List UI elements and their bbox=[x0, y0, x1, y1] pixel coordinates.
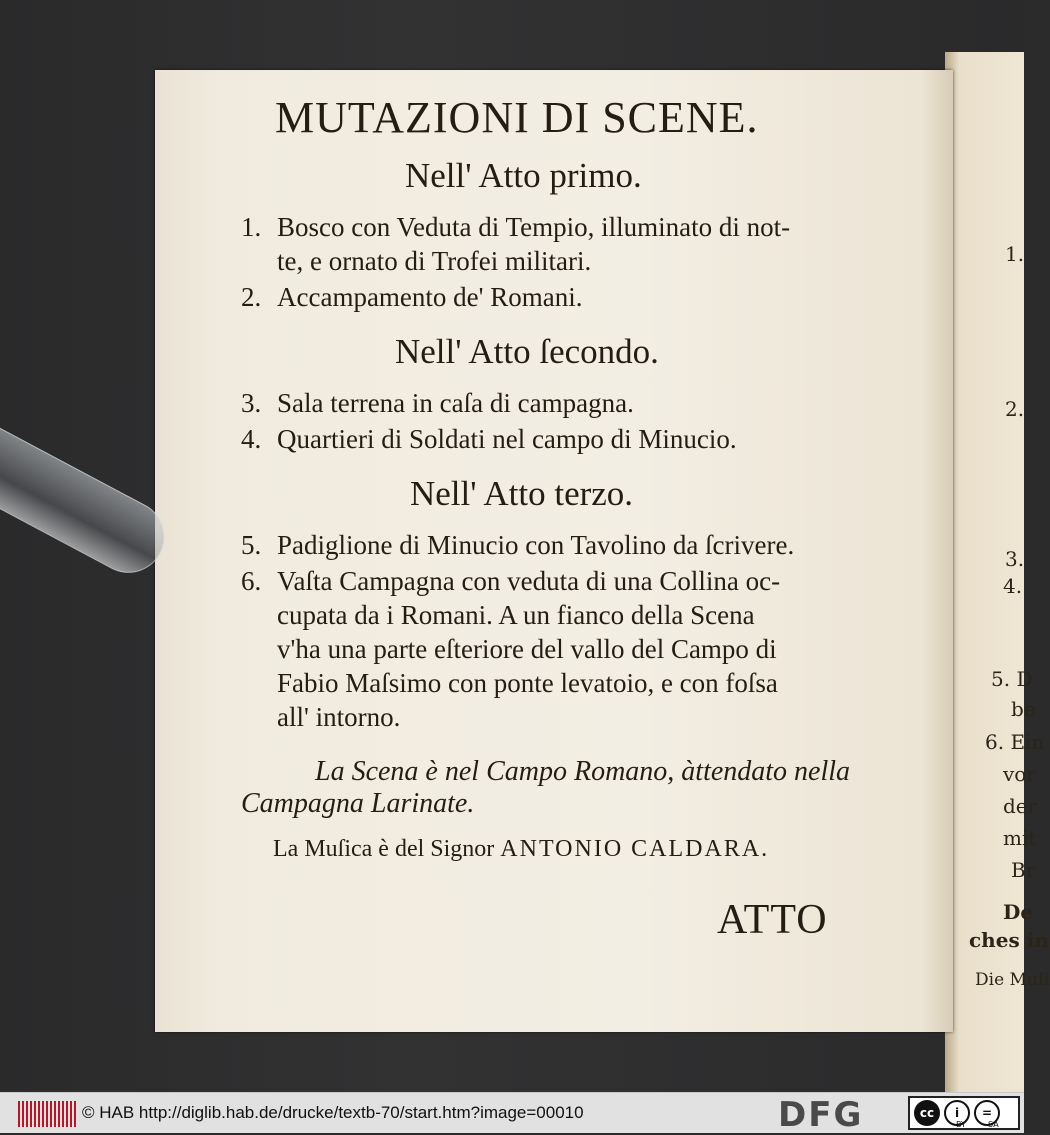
footer-bar bbox=[0, 1092, 1024, 1133]
facing-page-text: 6. Ein bbox=[985, 730, 1045, 754]
cc-license-badge[interactable] bbox=[908, 1096, 1020, 1130]
facing-page-text: De bbox=[1003, 900, 1034, 924]
scene-line: Accampamento de' Romani. bbox=[277, 282, 583, 312]
dfg-logo: DFG bbox=[778, 1095, 864, 1135]
act-heading: Nell' Atto ſecondo. bbox=[395, 332, 659, 371]
composer-name: ANTONIO CALDARA. bbox=[500, 836, 770, 862]
page-title: MUTAZIONI DI SCENE. bbox=[275, 93, 759, 142]
act-heading: Nell' Atto primo. bbox=[405, 156, 642, 195]
scene-number: 5. bbox=[241, 530, 262, 560]
by-icon: i bbox=[944, 1100, 970, 1126]
facing-page-text: be bbox=[1011, 697, 1036, 721]
facing-page-text: 1. bbox=[1005, 242, 1025, 266]
scene-number: 1. bbox=[241, 212, 262, 242]
facing-page-text: 2. bbox=[1005, 397, 1025, 421]
act-heading: Nell' Atto terzo. bbox=[410, 474, 634, 513]
source-link[interactable]: © HAB http://diglib.hab.de/drucke/textb-70/start.htm?image=00010 bbox=[82, 1103, 584, 1122]
cc-icon: cc bbox=[914, 1100, 940, 1126]
facing-page bbox=[945, 52, 1050, 1092]
scene-line: Sala terrena in caſa di campagna. bbox=[277, 388, 634, 418]
scene-line: Quartieri di Soldati nel campo di Minucio. bbox=[277, 424, 737, 454]
facing-page-text: Br bbox=[1011, 858, 1036, 882]
sa-label: SA bbox=[988, 1120, 999, 1129]
setting-line: Campagna Larinate. bbox=[241, 788, 475, 819]
scene-number: 3. bbox=[241, 388, 262, 418]
facing-page-text: 5. D bbox=[991, 667, 1033, 691]
scene-number: 2. bbox=[241, 282, 262, 312]
scene-line: all' intorno. bbox=[277, 702, 401, 732]
facing-page-text: der bbox=[1003, 794, 1038, 818]
scene-line: Bosco con Veduta di Tempio, illuminato di not- bbox=[277, 212, 791, 242]
facing-page-text: mit bbox=[1003, 826, 1037, 850]
facing-page-text: Die Muſi bbox=[975, 970, 1050, 990]
music-credit-prefix: La Muſica è del Signor bbox=[273, 836, 495, 862]
facing-page-text: 4. bbox=[1003, 574, 1023, 598]
facing-page-text: vor bbox=[1003, 762, 1036, 786]
hab-logo-icon bbox=[18, 1101, 76, 1127]
scene-line: v'ha una parte eſteriore del vallo del Campo di bbox=[277, 634, 777, 664]
scene-line: te, e ornato di Trofei militari. bbox=[277, 246, 592, 276]
sa-icon: = bbox=[974, 1100, 1000, 1126]
music-credit bbox=[273, 836, 769, 863]
scene-line: Padiglione di Minucio con Tavolino da ſcrivere. bbox=[277, 530, 795, 560]
scene-number: 4. bbox=[241, 424, 262, 454]
scene-number: 6. bbox=[241, 566, 262, 596]
scene-line: cupata da i Romani. A un fianco della Scena bbox=[277, 600, 755, 630]
scene-line: Vaſta Campagna con veduta di una Collina oc- bbox=[277, 566, 781, 596]
scene-line: Fabio Maſsimo con ponte levatoio, e con foſsa bbox=[277, 668, 778, 698]
book-page bbox=[155, 70, 953, 1032]
setting-line: La Scena è nel Campo Romano, àttendato nella bbox=[315, 756, 851, 787]
by-label: BY bbox=[956, 1120, 966, 1129]
facing-page-text: ches in bbox=[969, 928, 1049, 952]
catchword: ATTO bbox=[717, 897, 828, 943]
facing-page-text: 3. bbox=[1005, 547, 1025, 571]
